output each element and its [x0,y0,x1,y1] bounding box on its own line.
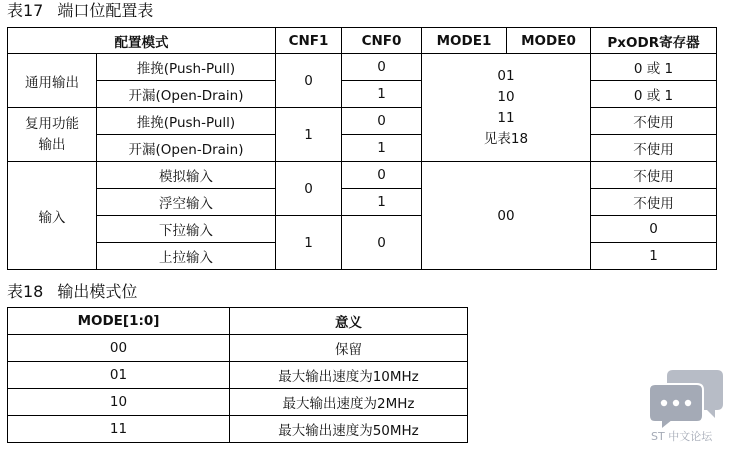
pxodr-cell: 不使用 [591,108,717,135]
mode-bits-cell: 11 [8,416,230,443]
table-header-row [8,308,468,335]
table18-caption-title: 输出模式位 [57,282,138,301]
group-alt-output-line2: 输出 [38,136,66,153]
cnf1-cell: 0 [276,162,342,216]
cnf0-cell: 1 [342,189,422,216]
meaning-cell: 最大输出速度为2MHz [230,389,468,416]
meaning-cell: 保留 [230,335,468,362]
group-input: 输入 [8,162,97,270]
table17-caption [7,1,153,21]
sub-mode-cell: 下拉输入 [97,216,276,243]
mode-output-line: 11 [497,109,515,126]
mode-bits-cell: 00 [8,335,230,362]
mode-output-reference: 见表18 [483,130,529,147]
watermark-label: ST 中文论坛 [651,430,713,443]
table-row [8,362,468,389]
table-row [8,135,717,162]
table-row [8,189,717,216]
cnf0-cell: 1 [342,81,422,108]
table-row [8,108,717,135]
sub-mode-cell: 开漏(Open-Drain) [97,135,276,162]
mode-output-line: 01 [497,67,515,84]
cnf0-cell: 0 [342,108,422,135]
pxodr-cell: 不使用 [591,135,717,162]
meaning-cell: 最大输出速度为10MHz [230,362,468,389]
pxodr-cell: 0 或 1 [591,81,717,108]
sub-mode-cell: 推挽(Push-Pull) [97,54,276,81]
sub-mode-cell: 模拟输入 [97,162,276,189]
port-config-table [7,27,717,270]
header-mode1: MODE1 [422,28,507,54]
table18-caption-number: 表18 [7,282,44,301]
group-alt-output [8,108,97,162]
pxodr-cell: 不使用 [591,189,717,216]
table-row [8,81,717,108]
cnf0-cell: 0 [342,162,422,189]
header-mode0: MODE0 [507,28,591,54]
sub-mode-cell: 开漏(Open-Drain) [97,81,276,108]
header-mode-bits: MODE[1:0] [8,308,230,335]
group-general-output: 通用输出 [8,54,97,108]
sub-mode-cell: 浮空输入 [97,189,276,216]
table18-caption [7,282,137,302]
meaning-cell: 最大输出速度为50MHz [230,416,468,443]
table-row [8,162,717,189]
header-meaning: 意义 [230,308,468,335]
sub-mode-cell: 上拉输入 [97,243,276,270]
mode-bits-cell: 10 [8,389,230,416]
pxodr-cell: 0 [591,216,717,243]
cnf0-cell: 0 [342,216,422,270]
cnf0-cell: 0 [342,54,422,81]
group-alt-output-line1: 复用功能 [25,115,79,132]
pxodr-cell: 不使用 [591,162,717,189]
mode-bits-cell: 01 [8,362,230,389]
pxodr-cell: 0 或 1 [591,54,717,81]
pxodr-cell: 1 [591,243,717,270]
header-config-mode: 配置模式 [8,28,276,54]
table-row [8,216,717,243]
cnf1-cell: 0 [276,54,342,108]
header-pxodr: PxODR寄存器 [591,28,717,54]
table-row [8,389,468,416]
output-mode-table [7,307,468,443]
mode-input-cell: 00 [422,162,591,270]
cnf0-cell: 1 [342,135,422,162]
mode-output-line: 10 [497,88,515,105]
mode-output-cell [422,54,591,162]
table-row [8,335,468,362]
cnf1-cell: 1 [276,216,342,270]
sub-mode-cell: 推挽(Push-Pull) [97,108,276,135]
table17-caption-number: 表17 [7,1,44,20]
header-cnf0: CNF0 [342,28,422,54]
header-cnf1: CNF1 [276,28,342,54]
table-row [8,416,468,443]
cnf1-cell: 1 [276,108,342,162]
table-row [8,54,717,81]
table-header-row [8,28,717,54]
table17-caption-title: 端口位配置表 [57,1,154,20]
